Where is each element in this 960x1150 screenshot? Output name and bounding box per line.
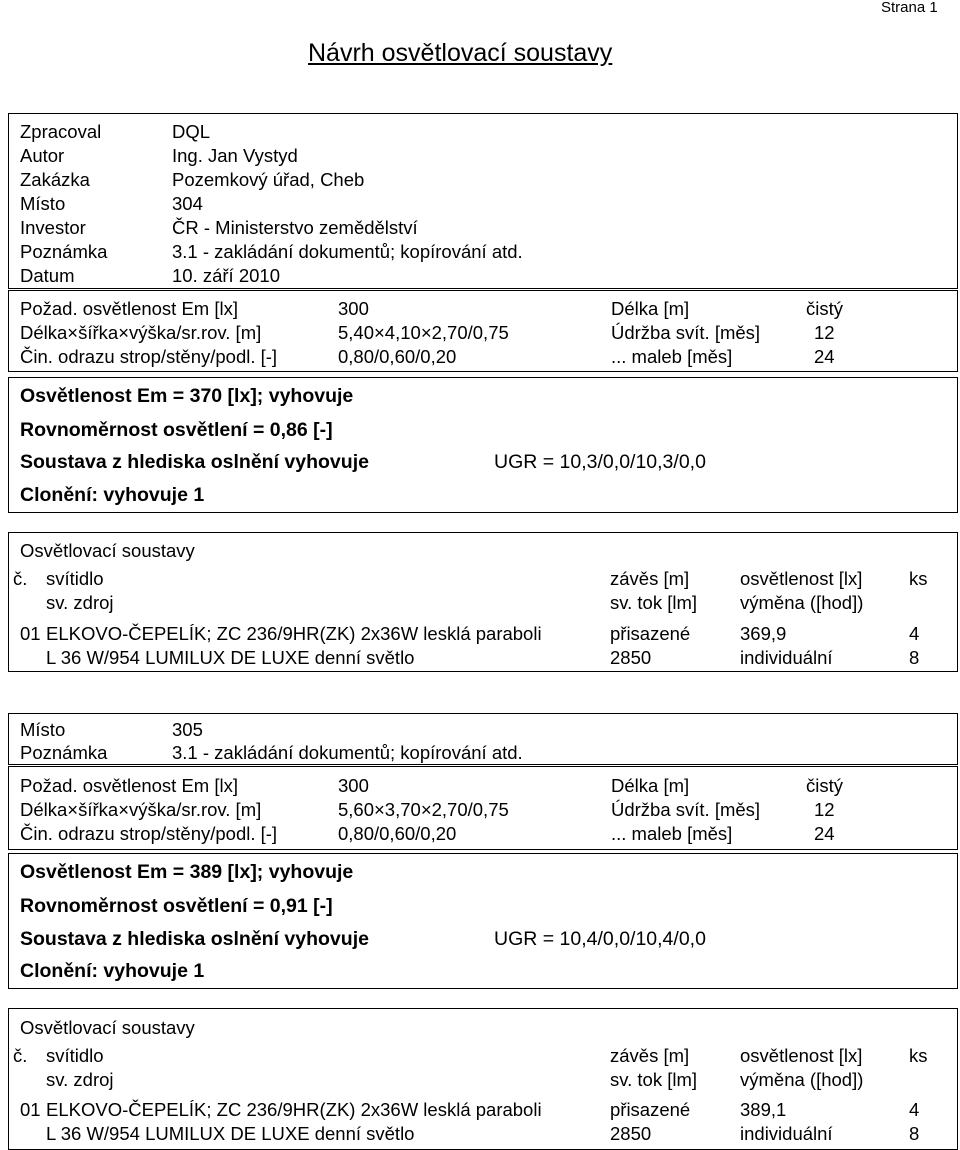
col-header-illuminance: osvětlenost [lx] [740, 1045, 863, 1066]
col-header-suspension: závěs [m] [610, 568, 690, 589]
col-header-luminaire: svítidlo [46, 568, 104, 589]
col-header-flux: sv. tok [lm] [610, 1069, 698, 1090]
param-label: Požad. osvětlenost Em [lx] [20, 775, 238, 796]
col-header-replacement: výměna ([hod]) [740, 1069, 864, 1090]
luminous-flux: 2850 [610, 647, 652, 668]
row-number: 01 [20, 623, 41, 644]
glare-result: Soustava z hlediska oslnění vyhovuje [20, 928, 369, 950]
mounting-type: přisazené [610, 623, 691, 644]
systems-title: Osvětlovací soustavy [20, 540, 195, 561]
info-label: Poznámka [20, 241, 108, 262]
luminous-flux: 2850 [610, 1123, 652, 1144]
col-header-flux: sv. tok [lm] [610, 592, 698, 613]
col-header-count: ks [909, 568, 928, 589]
illuminance-value: 389,1 [740, 1099, 787, 1120]
info-label: Místo [20, 193, 66, 214]
lamp-source: L 36 W/954 LUMILUX DE LUXE denní světlo [46, 1123, 415, 1144]
info-label: Datum [20, 265, 75, 286]
project-info-box [8, 113, 958, 289]
shielding-result: Clonění: vyhovuje 1 [20, 484, 205, 506]
ugr-value: UGR = 10,3/0,0/10,3/0,0 [494, 451, 706, 473]
col-header-source: sv. zdroj [46, 1069, 114, 1090]
param-label: Čin. odrazu strop/stěny/podl. [-] [20, 346, 278, 367]
document-title: Návrh osvětlovací soustavy [308, 39, 613, 67]
systems-title: Osvětlovací soustavy [20, 1017, 195, 1038]
glare-result: Soustava z hlediska oslnění vyhovuje [20, 451, 369, 473]
info-value: Pozemkový úřad, Cheb [172, 169, 365, 190]
lamp-source: L 36 W/954 LUMILUX DE LUXE denní světlo [46, 647, 415, 668]
maintenance-label: Délka [m] [611, 775, 690, 796]
uniformity-result: Rovnoměrnost osvětlení = 0,86 [-] [20, 419, 333, 441]
col-header-count: ks [909, 1045, 928, 1066]
info-label: Investor [20, 217, 86, 238]
maintenance-value: 12 [814, 322, 835, 343]
mounting-type: přisazené [610, 1099, 691, 1120]
maintenance-label: Údržba svít. [měs] [611, 799, 761, 820]
maintenance-label: Údržba svít. [měs] [611, 322, 761, 343]
maintenance-value: 24 [814, 823, 835, 844]
info-value: 304 [172, 193, 203, 214]
illuminance-result: Osvětlenost Em = 389 [lx]; vyhovuje [20, 861, 354, 883]
place-value: 305 [172, 719, 203, 740]
maintenance-value: 24 [814, 346, 835, 367]
luminaire-count: 4 [909, 1099, 920, 1120]
page-number: Strana 1 [881, 0, 938, 16]
col-header-suspension: závěs [m] [610, 1045, 690, 1066]
param-label: Délka×šířka×výška/sr.rov. [m] [20, 799, 262, 820]
maintenance-label: Délka [m] [611, 298, 690, 319]
maintenance-label: ... maleb [měs] [611, 346, 733, 367]
col-header-replacement: výměna ([hod]) [740, 592, 864, 613]
luminaire-name: ELKOVO-ČEPELÍK; ZC 236/9HR(ZK) 2x36W lesklá paraboli [46, 623, 542, 644]
info-value: DQL [172, 121, 211, 142]
param-value: 300 [338, 298, 369, 319]
replacement-mode: individuální [740, 1123, 833, 1144]
col-header-illuminance: osvětlenost [lx] [740, 568, 863, 589]
info-value: 3.1 - zakládání dokumentů; kopírování atd. [172, 241, 523, 262]
shielding-result: Clonění: vyhovuje 1 [20, 960, 205, 982]
col-header-source: sv. zdroj [46, 592, 114, 613]
param-label: Délka×šířka×výška/sr.rov. [m] [20, 322, 262, 343]
lamp-count: 8 [909, 1123, 920, 1144]
param-label: Požad. osvětlenost Em [lx] [20, 298, 238, 319]
info-value: Ing. Jan Vystyd [172, 145, 298, 166]
info-label: Autor [20, 145, 65, 166]
illuminance-value: 369,9 [740, 623, 787, 644]
param-value: 5,40×4,10×2,70/0,75 [338, 322, 509, 343]
maintenance-value: čistý [806, 298, 843, 319]
info-value: 10. září 2010 [172, 265, 280, 286]
uniformity-result: Rovnoměrnost osvětlení = 0,91 [-] [20, 895, 333, 917]
info-value: ČR - Ministerstvo zemědělství [172, 217, 418, 238]
luminaire-name: ELKOVO-ČEPELÍK; ZC 236/9HR(ZK) 2x36W lesklá paraboli [46, 1099, 542, 1120]
param-value: 0,80/0,60/0,20 [338, 823, 457, 844]
maintenance-value: 12 [814, 799, 835, 820]
param-value: 0,80/0,60/0,20 [338, 346, 457, 367]
col-header-number: č. [13, 1045, 28, 1066]
info-label: Zpracoval [20, 121, 102, 142]
maintenance-label: ... maleb [měs] [611, 823, 733, 844]
illuminance-result: Osvětlenost Em = 370 [lx]; vyhovuje [20, 385, 354, 407]
param-value: 300 [338, 775, 369, 796]
place-label: Místo [20, 719, 66, 740]
param-label: Čin. odrazu strop/stěny/podl. [-] [20, 823, 278, 844]
row-number: 01 [20, 1099, 41, 1120]
param-value: 5,60×3,70×2,70/0,75 [338, 799, 509, 820]
luminaire-count: 4 [909, 623, 920, 644]
replacement-mode: individuální [740, 647, 833, 668]
note-value: 3.1 - zakládání dokumentů; kopírování atd. [172, 742, 523, 763]
col-header-number: č. [13, 568, 28, 589]
lamp-count: 8 [909, 647, 920, 668]
ugr-value: UGR = 10,4/0,0/10,4/0,0 [494, 928, 706, 950]
maintenance-value: čistý [806, 775, 843, 796]
col-header-luminaire: svítidlo [46, 1045, 104, 1066]
note-label: Poznámka [20, 742, 108, 763]
info-label: Zakázka [20, 169, 90, 190]
